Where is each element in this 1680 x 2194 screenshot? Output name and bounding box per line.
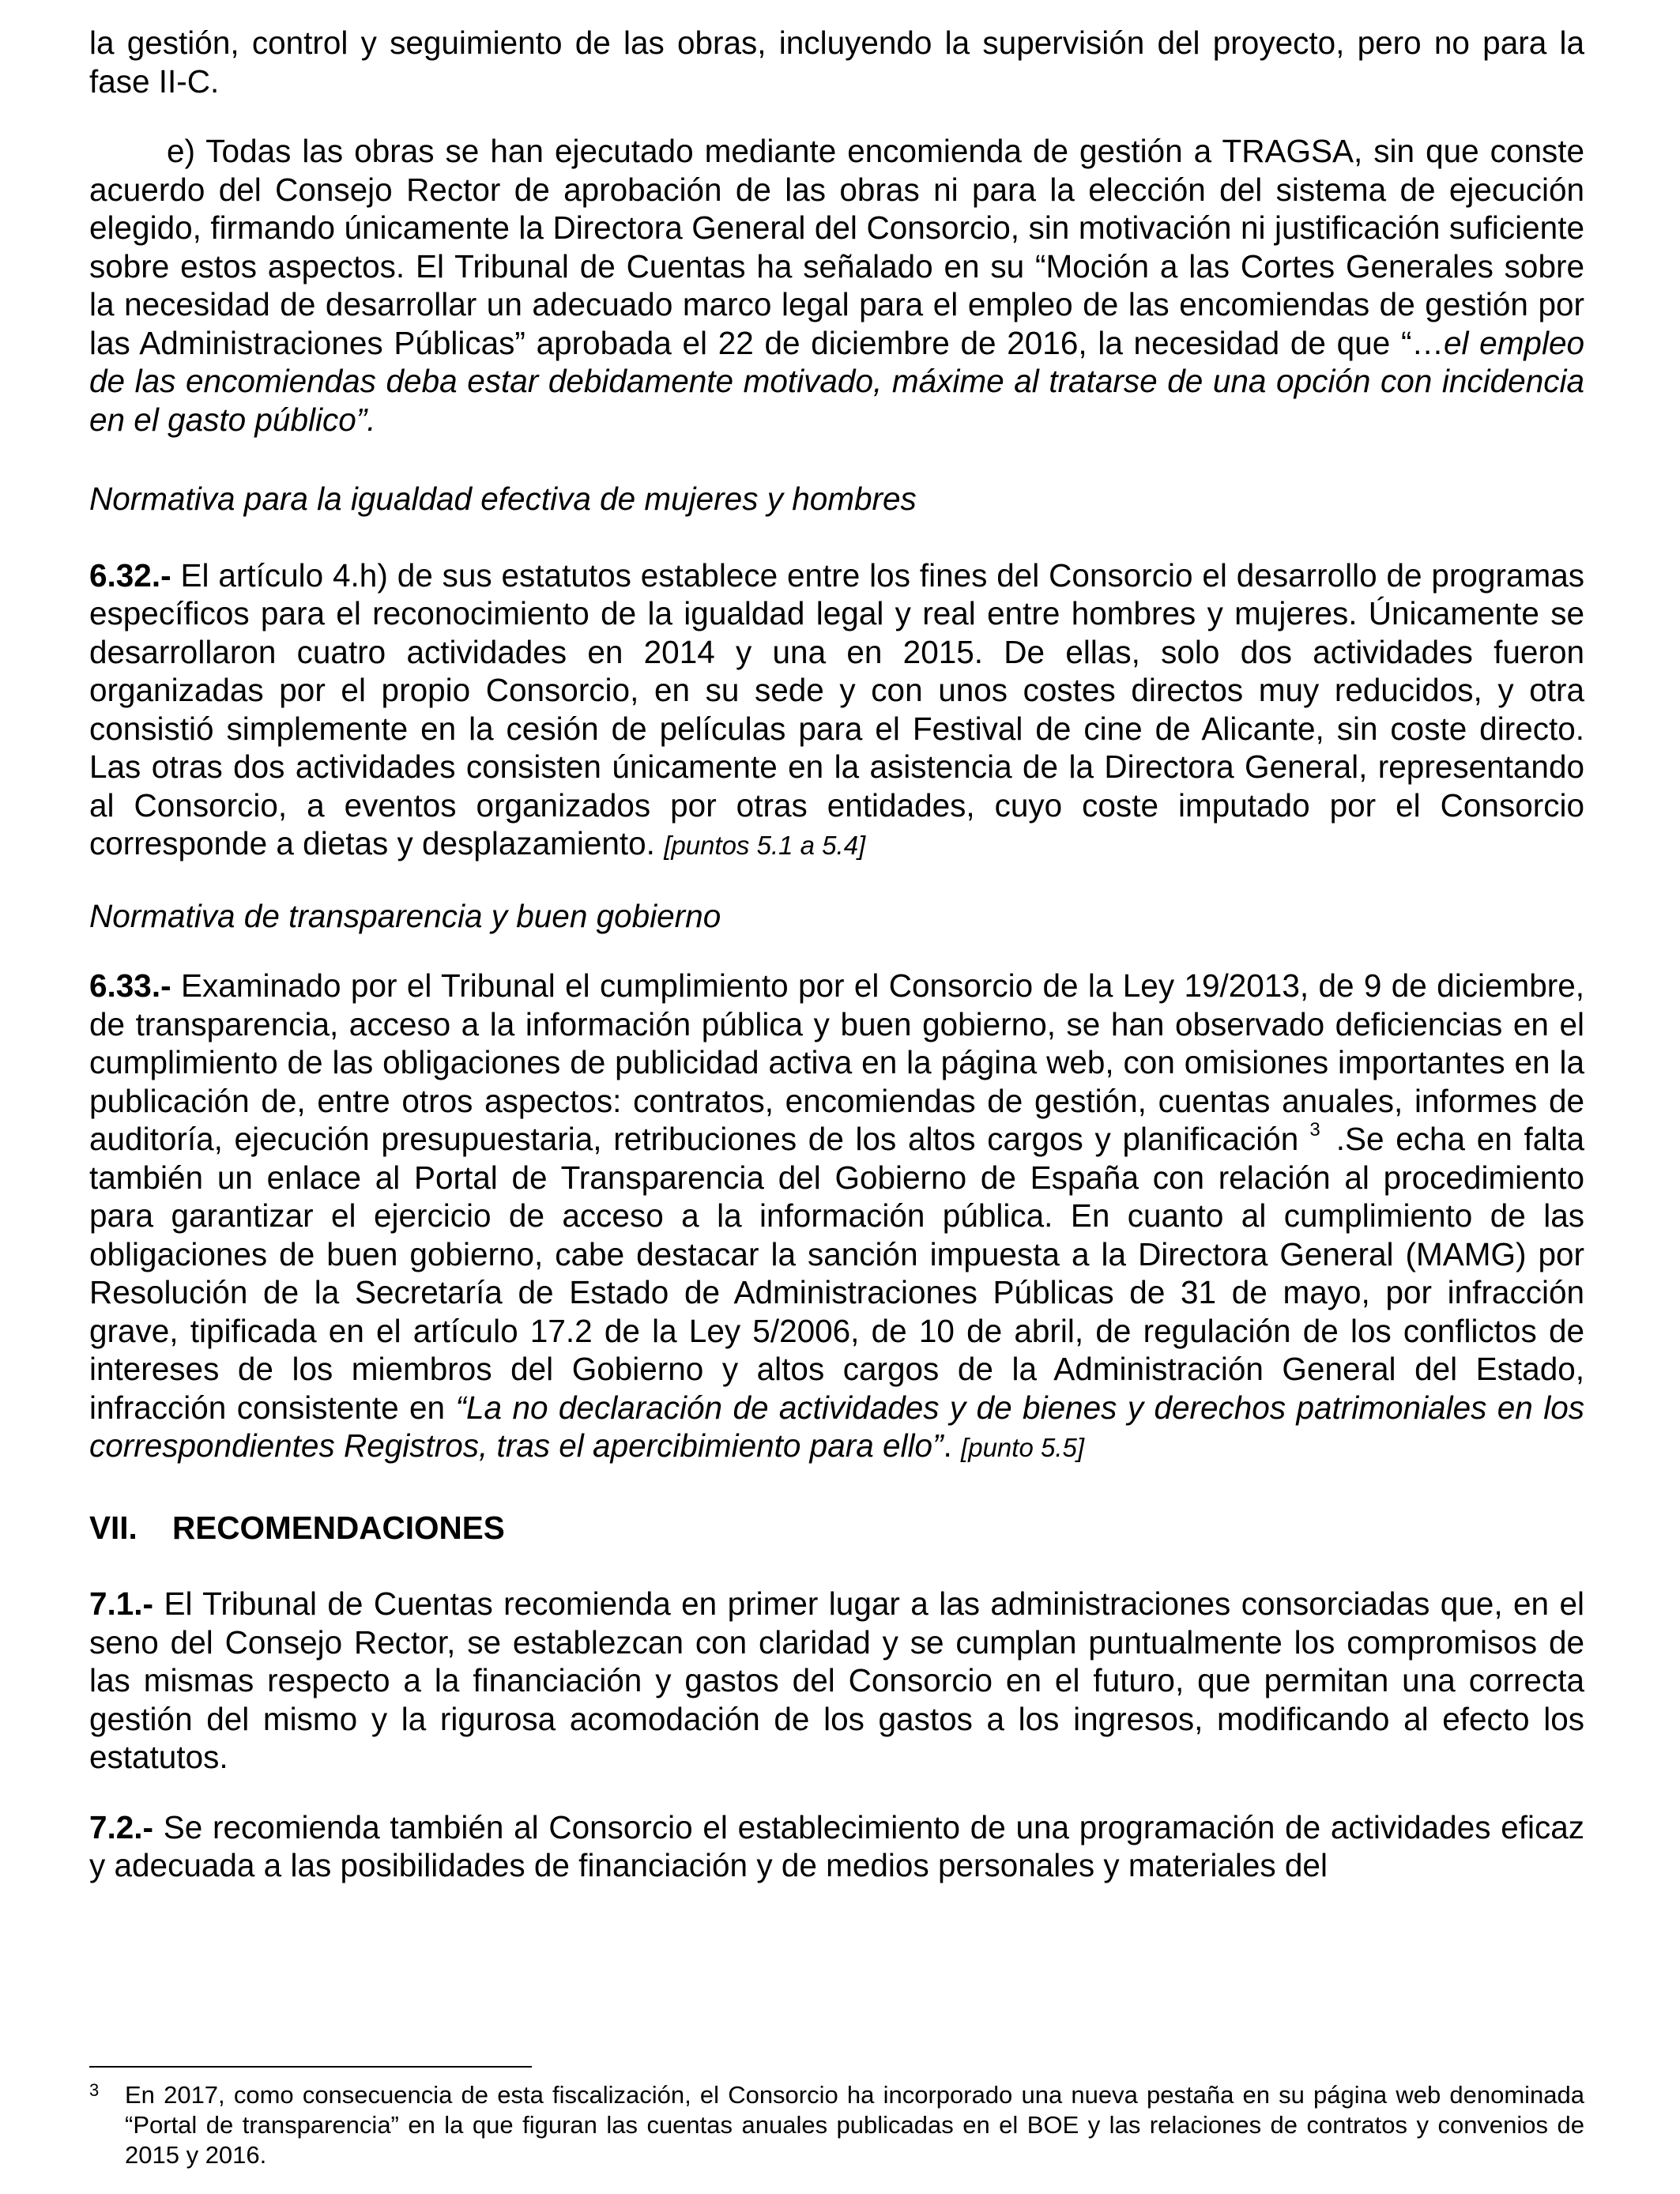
paragraph-7-1	[89, 1585, 1584, 1777]
item-e-paragraph	[89, 132, 1584, 439]
document-page	[89, 24, 1584, 1885]
cross-reference: [puntos 5.1 a 5.4]	[664, 831, 866, 860]
paragraph-number: 6.32.-	[89, 556, 171, 594]
continuation-text: la gestión, control y seguimiento de las obras, incluyendo la supervisión del proyecto, pero no para la fase II-C.	[89, 25, 1584, 100]
footnote-separator	[89, 2066, 532, 2068]
chapter-number: VII.	[89, 1509, 137, 1546]
section-title-igualdad: Normativa para la igualdad efectiva de mujeres y hombres	[89, 481, 917, 517]
paragraph-number: 7.1.-	[89, 1585, 154, 1622]
item-e-quote: el empleo de las encomiendas deba estar debidamente motivado, máxime al tratarse de una opción con incidencia en el gasto público”.	[89, 324, 1585, 438]
continuation-paragraph	[89, 24, 1584, 100]
footnote-reference[interactable]: 3	[1309, 1119, 1320, 1140]
paragraph-7-2	[89, 1808, 1584, 1885]
paragraph-text: Examinado por el Tribunal el cumplimiento por el Consorcio de la Ley 19/2013, de 9 de diciembre, de transparencia, acceso a la información pública y buen gobierno, se han observado deficiencias en el cumplimiento de las obligaciones de publicidad activa en la página web, con omisiones importantes en la publicación de, entre otros aspectos: contratos, encomiendas de gestión, cuentas anuales, informes de auditoría, ejecución presupuestaria, retribuciones de los altos cargos y planificación	[89, 967, 1584, 1157]
paragraph-6-32	[89, 556, 1584, 865]
footnote	[89, 2080, 1584, 2170]
cross-reference: [punto 5.5]	[961, 1433, 1085, 1462]
paragraph-6-33: 6.33.- Examinado por el Tribunal el cumplimiento por el Consorcio de la Ley 19/2013, de 9 de diciembre, de transparencia, acceso a la información pública y buen gobierno, se han observado deficiencias en el cumplimiento de las obligaciones de publicidad activa en la página web, con omisiones importantes en la publicación de, entre otros aspectos: contratos, encomiendas de gestión, cuentas anuales, informes de auditoría, ejecución presupuestaria, retribuciones de los altos cargos y planificación $^3$ .Se echa en falta también un enlace al Portal de Transparencia del Gobierno de España con relación al procedimiento para garantizar el ejercicio de acceso a la información pública. En cuanto al cumplimiento de las obligaciones de buen gobierno, cabe destacar la sanción impuesta a la Directora General (MAMG) por Resolución de la Secretaría de Estado de Administraciones Públicas de 31 de mayo, por infracción grave, tipificada en el artículo 17.2 de la Ley 5/2006, de 10 de abril, de regulación de los conflictos de intereses de los miembros del Gobierno y altos cargos de la Administración General del Estado, infracción consistente en “La no declaración de actividades y de bienes y derechos patrimoniales en los correspondientes Registros, tras el apercibimiento para ello”. [punto 5.5]	[89, 967, 1585, 1464]
section-title-transparencia: Normativa de transparencia y buen gobierno	[89, 897, 721, 934]
paragraph-text-continued: .Se echa en falta también un enlace al Portal de Transparencia del Gobierno de España con relación al procedimiento para garantizar el ejercicio de acceso a la información pública. En cuanto al cumplimiento de las obligaciones de buen gobierno, cabe destacar la sanción impuesta a la Directora General (MAMG) por Resolución de la Secretaría de Estado de Administraciones Públicas de 31 de mayo, por infracción grave, tipificada en el artículo 17.2 de la Ley 5/2006, de 10 de abril, de regulación de los conflictos de intereses de los miembros del Gobierno y altos cargos de la Administración General del Estado, infracción consistente en	[89, 1121, 1584, 1426]
paragraph-number: 6.33.-	[89, 967, 171, 1004]
paragraph-number: 7.2.-	[89, 1808, 154, 1845]
paragraph-text: El Tribunal de Cuentas recomienda en primer lugar a las administraciones consorciadas que, en el seno del Consejo Rector, se establezcan con claridad y se cumplan puntualmente los compromisos de las mismas respecto a la financiación y gastos del Consorcio en el futuro, que permitan una correcta gestión del mismo y la rigurosa acomodación de los gastos a los ingresos, modificando al efecto los estatutos.	[89, 1585, 1584, 1775]
chapter-title: RECOMENDACIONES	[172, 1509, 505, 1546]
footnote-text: En 2017, como consecuencia de esta fiscalización, el Consorcio ha incorporado una nueva pestaña en su página web denominada “Portal de transparencia” en la que figuran las cuentas anuales publicadas en el BOE y las relaciones de contratos y convenios de 2015 y 2016.	[125, 2081, 1584, 2169]
item-e-text: e) Todas las obras se han ejecutado mediante encomienda de gestión a TRAGSA, sin que conste acuerdo del Consejo Rector de aprobación de las obras ni para la elección del sistema de ejecución elegido, firmando únicamente la Directora General del Consorcio, sin motivación ni justificación suficiente sobre estos aspectos. El Tribunal de Cuentas ha señalado en su “Moción a las Cortes Generales sobre la necesidad de desarrollar un adecuado marco legal para el empleo de las encomiendas de gestión por las Administraciones Públicas” aprobada el 22 de diciembre de 2016, la necesidad de que “…	[89, 133, 1584, 361]
paragraph-text: Se recomienda también al Consorcio el establecimiento de una programación de actividades eficaz y adecuada a las posibilidades de financiación y de medios personales y materiales del	[89, 1808, 1584, 1883]
chapter-heading	[89, 1509, 1584, 1547]
quoted-text: “La no declaración de actividades y de bienes y derechos patrimoniales en los correspondientes Registros, tras el apercibimiento para ello”	[89, 1389, 1585, 1464]
paragraph-text: El artículo 4.h) de sus estatutos establece entre los fines del Consorcio el desarrollo de programas específicos para el reconocimiento de la igualdad legal y real entre hombres y mujeres. Únicamente se desarrollaron cuatro actividades en 2014 y una en 2015. De ellas, solo dos actividades fueron organizadas por el propio Consorcio, en su sede y con unos costes directos muy reducidos, y otra consistió simplemente en la cesión de películas para el Festival de cine de Alicante, sin coste directo. Las otras dos actividades consisten únicamente en la asistencia de la Directora General, representando al Consorcio, a eventos organizados por otras entidades, cuyo coste imputado por el Consorcio corresponde a dietas y desplazamiento.	[89, 556, 1584, 861]
footnote-mark: 3	[89, 2080, 100, 2100]
